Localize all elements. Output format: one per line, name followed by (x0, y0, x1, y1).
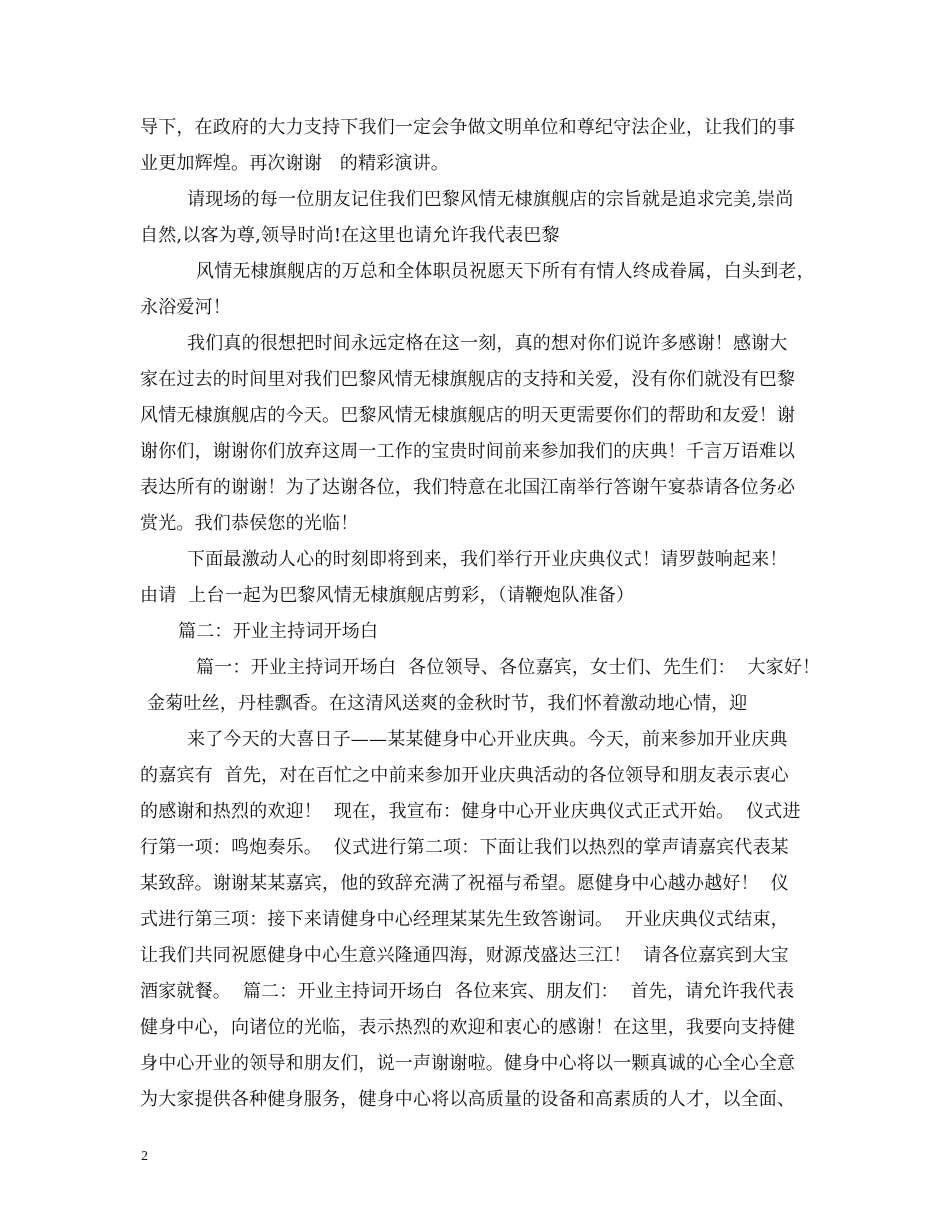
text-line-20: 的感谢和热烈的欢迎！ 现在，我宣布：健身中心开业庆典仪式正式开始。 仪式进 (140, 801, 801, 822)
text-line-5: 风情无棣旗舰店的万总和全体职员祝愿天下所有有情人终成眷属，白头到老， (196, 261, 815, 282)
text-line-3: 请现场的每一位朋友记住我们巴黎风情无棣旗舰店的宗旨就是追求完美,崇尚 (187, 189, 794, 210)
text-line-26: 健身中心，向诸位的光临，表示热烈的欢迎和衷心的感谢！在这里，我要向支持健 (140, 1017, 796, 1038)
text-line-1: 导下，在政府的大力支持下我们一定会争做文明单位和尊纪守法企业，让我们的事 (140, 117, 796, 138)
text-line-15: 篇二：开业主持词开场白 (178, 621, 379, 642)
text-line-16: 篇一：开业主持词开场白 各位领导、各位嘉宾，女士们、先生们： 大家好！ (196, 657, 821, 678)
text-line-18: 来了今天的大喜日子——某某健身中心开业庆典。今天，前来参加开业庆典 (187, 729, 788, 750)
text-line-9: 风情无棣旗舰店的今天。巴黎风情无棣旗舰店的明天更需要你们的帮助和友爱！谢 (140, 405, 796, 426)
text-line-24: 让我们共同祝愿健身中心生意兴隆通四海，财源茂盛达三江！ 请各位嘉宾到大宝 (140, 945, 789, 966)
text-line-2: 业更加辉煌。再次谢谢 的精彩演讲。 (140, 153, 449, 174)
text-line-6: 永浴爱河！ (140, 297, 231, 318)
text-line-10: 谢你们，谢谢你们放弃这周一工作的宝贵时间前来参加我们的庆典！千言万语难以 (140, 441, 796, 462)
text-line-11: 表达所有的谢谢！为了达谢各位，我们特意在北国江南举行答谢午宴恭请各位务必 (140, 477, 796, 498)
text-line-22: 某致辞。谢谢某某嘉宾，他的致辞充满了祝福与希望。愿健身中心越办越好！ 仪 (140, 873, 789, 894)
text-line-21: 行第一项：鸣炮奏乐。 仪式进行第二项：下面让我们以热烈的掌声请嘉宾代表某 (140, 837, 789, 858)
text-line-28: 为大家提供各种健身服务，健身中心将以高质量的设备和高素质的人才，以全面、 (140, 1089, 796, 1110)
text-line-4: 自然,以客为尊,领导时尚!在这里也请允许我代表巴黎 (140, 225, 560, 246)
text-line-12: 赏光。我们恭侯您的光临！ (140, 513, 359, 534)
text-line-25: 酒家就餐。 篇二：开业主持词开场白 各位来宾、朋友们： 首先，请允许我代表 (140, 981, 795, 1002)
text-line-23: 式进行第三项：接下来请健身中心经理某某先生致答谢词。 开业庆典仪式结束， (140, 909, 789, 930)
text-line-13: 下面最激动人心的时刻即将到来，我们举行开业庆典仪式！请罗鼓响起来！ (187, 549, 788, 570)
page-number: 2 (141, 1149, 148, 1164)
text-line-8: 家在过去的时间里对我们巴黎风情无棣旗舰店的支持和关爱，没有你们就没有巴黎 (140, 369, 796, 390)
text-line-17: 金菊吐丝，丹桂飘香。在这清风送爽的金秋时节，我们怀着激动地心情，迎 (147, 693, 748, 714)
text-line-19: 的嘉宾有 首先，对在百忙之中前来参加开业庆典活动的各位领导和朋友表示衷心 (140, 765, 789, 786)
text-line-14: 由请 上台一起为巴黎风情无棣旗舰店剪彩，（请鞭炮队准备） (140, 585, 635, 606)
text-line-27: 身中心开业的领导和朋友们，说一声谢谢啦。健身中心将以一颗真诚的心全心全意 (140, 1053, 796, 1074)
text-line-7: 我们真的很想把时间永远定格在这一刻，真的想对你们说许多感谢！感谢大 (187, 333, 788, 354)
